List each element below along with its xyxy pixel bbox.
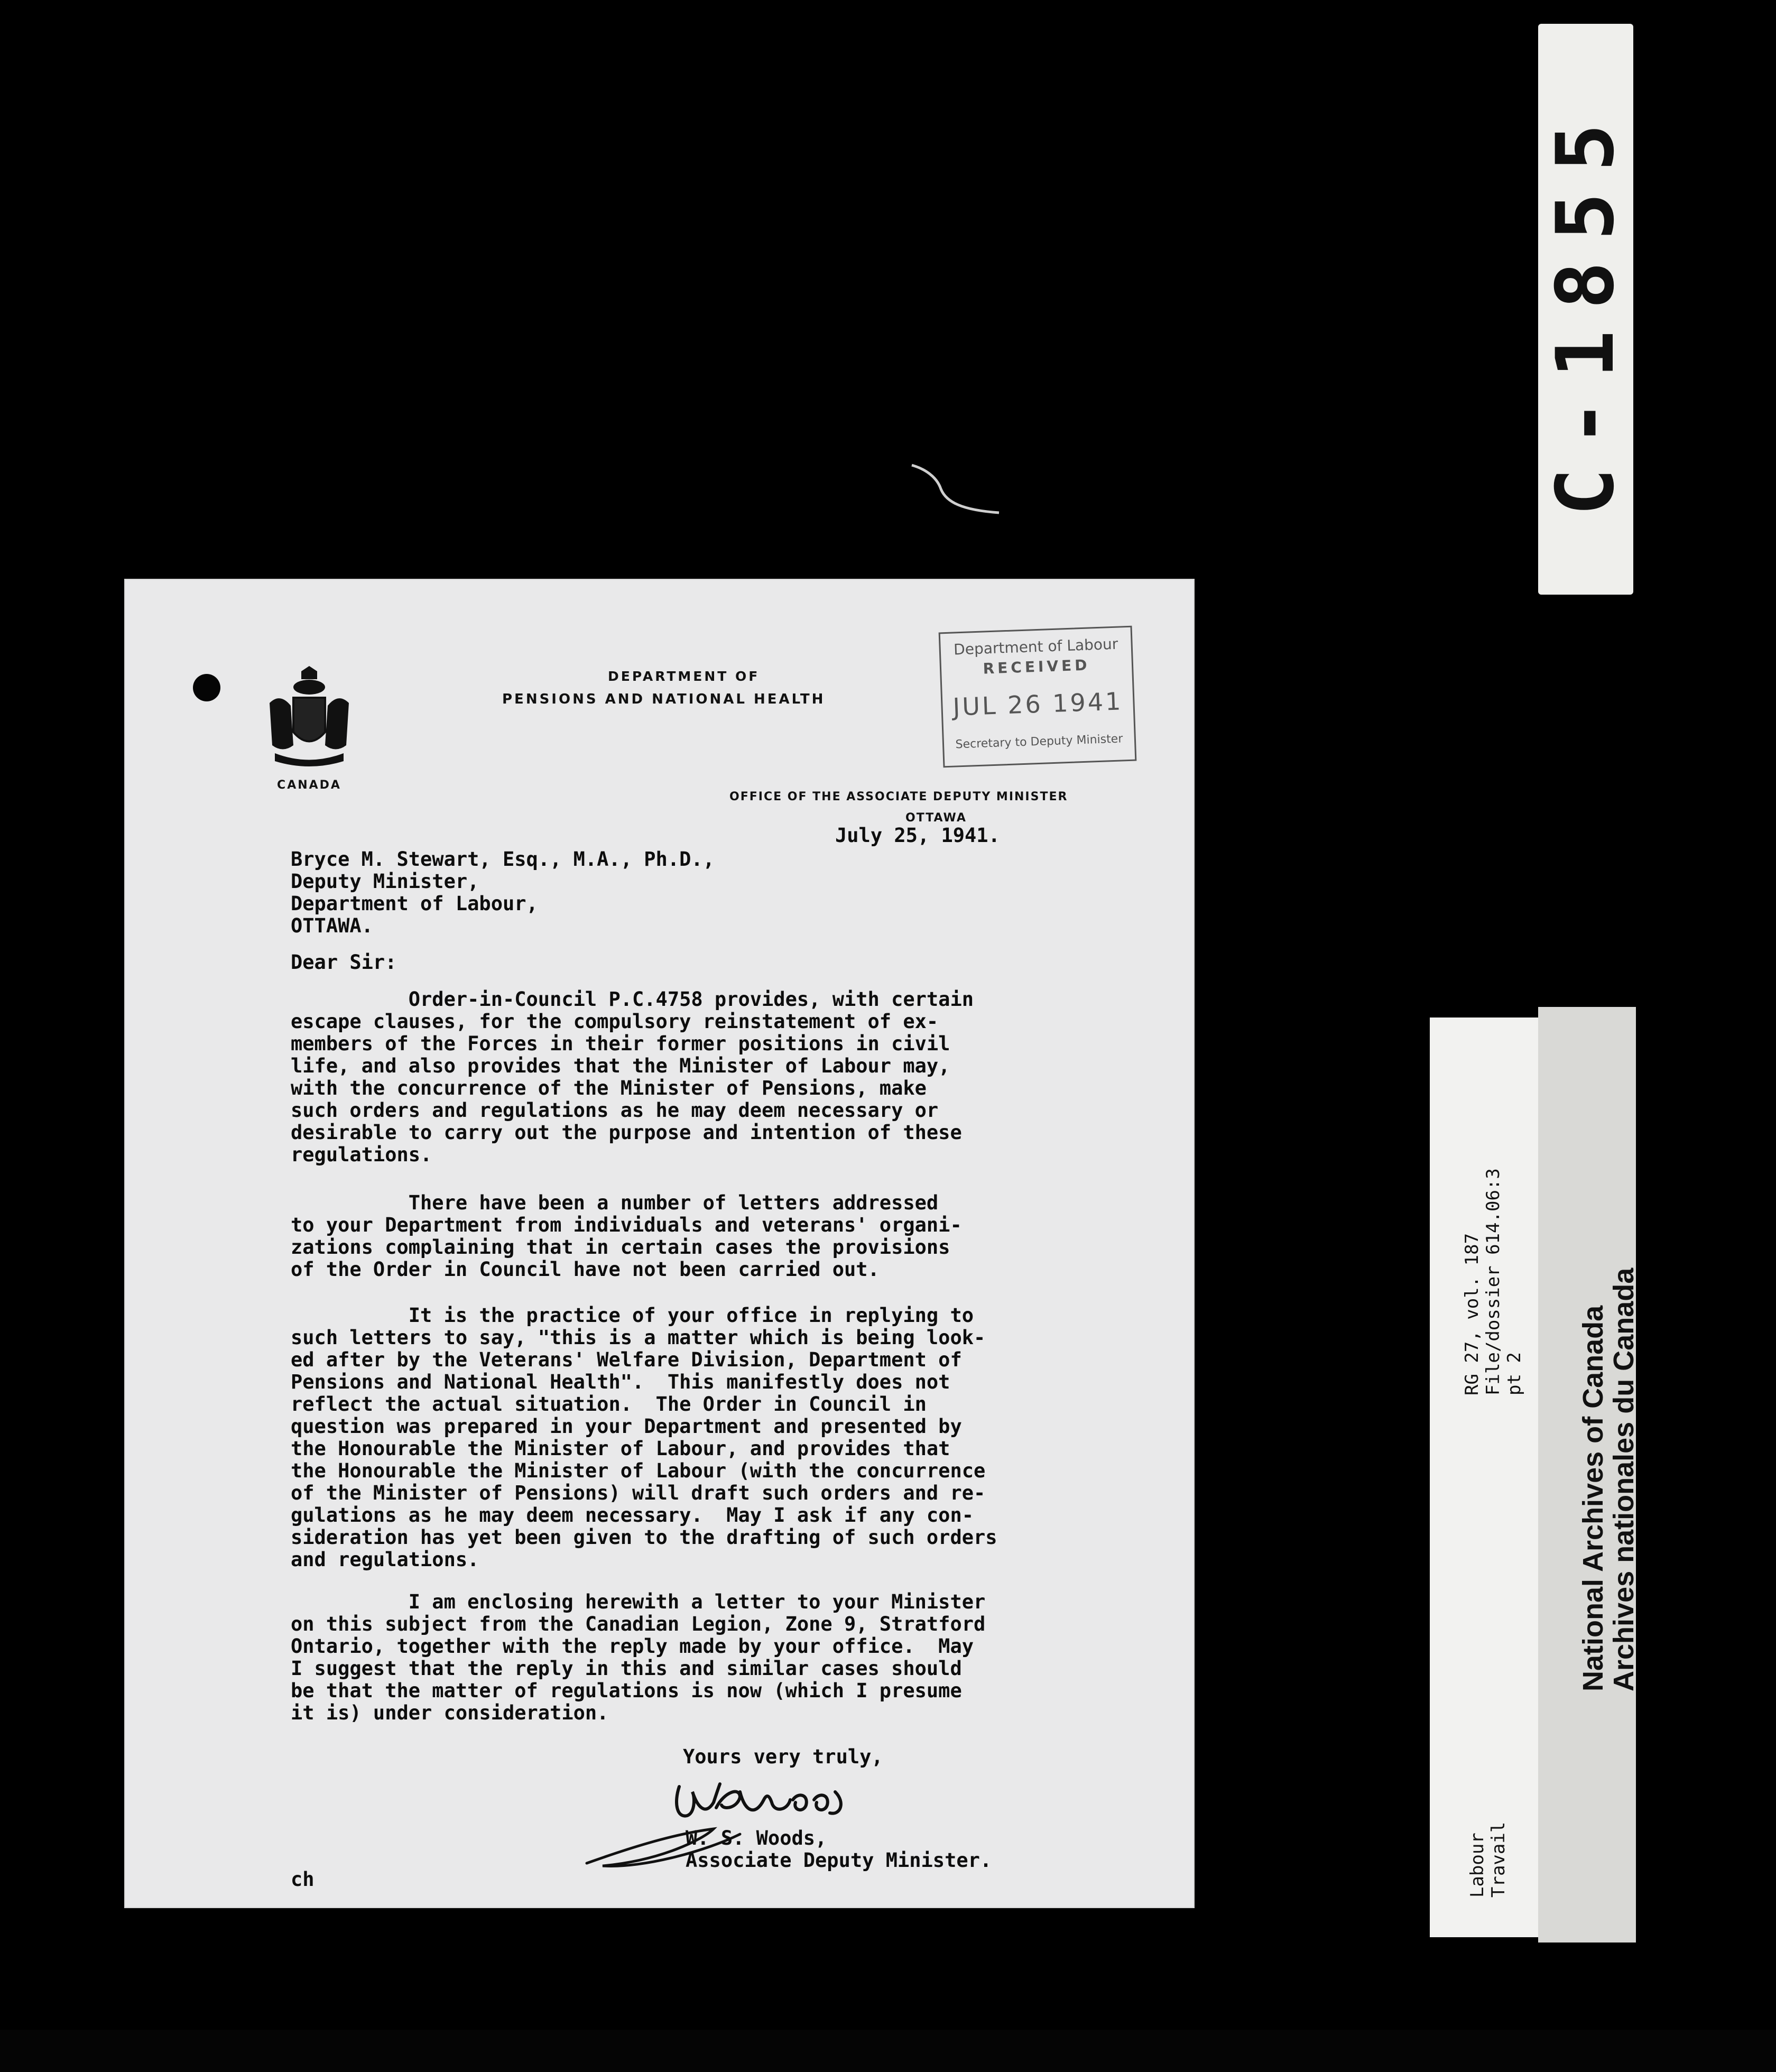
stamp-received: RECEIVED <box>983 656 1090 678</box>
letter-page <box>124 579 1195 1908</box>
closing: Yours very truly, <box>683 1745 883 1768</box>
frame-number-strip <box>1538 24 1633 595</box>
archive-reference-label <box>1430 1018 1546 1937</box>
letterhead-ministry: PENSIONS AND NATIONAL HEALTH <box>502 691 826 707</box>
stamp-department: Department of Labour <box>953 635 1118 659</box>
frame-number: C-1855 <box>1540 103 1632 516</box>
letterhead-office: OFFICE OF THE ASSOCIATE DEPUTY MINISTER <box>729 790 1068 803</box>
paragraph-4: I am enclosing herewith a letter to your Minister on this subject from the Canadian Legion, Zone 9, Stratford Ontario, together with the reply made by your office. May I suggest that the reply in this and similar cases should be that the matter of regulations is now (which I presume it is) under consideration. <box>291 1590 986 1724</box>
archive-institution: National Archives of Canada Archives nationales du Canada <box>1577 1268 1640 1691</box>
archive-department: Labour Travail <box>1467 1821 1509 1898</box>
salutation: Dear Sir: <box>291 951 397 974</box>
paper-clip-wire <box>909 460 1004 518</box>
film-edge <box>0 2030 1776 2072</box>
letter-date: July 25, 1941. <box>835 824 1000 847</box>
recipient-address: Bryce M. Stewart, Esq., M.A., Ph.D., Deputy Minister, Department of Labour, OTTAWA. <box>291 848 715 937</box>
paragraph-2: There have been a number of letters addressed to your Department from individuals and veterans' organi- zations complaining that in certain cases the provisions of the Order in Council have not been carried out. <box>291 1191 962 1281</box>
paragraph-1: Order-in-Council P.C.4758 provides, with certain escape clauses, for the compulsory reinstatement of ex- members of the Forces in their former positions in civil life, and also provides that the Minister of Labour may, with the concurrence of the Minister of Pensions, make such orders and regulations as he may deem necessary or desirable to carry out the purpose and intention of these regulations. <box>291 988 974 1166</box>
archive-reference: RG 27, vol. 187 File/dossier 614.06:3 pt 2 <box>1462 1168 1525 1395</box>
stamp-date: JUL 26 1941 <box>952 687 1124 722</box>
letterhead-department: DEPARTMENT OF <box>608 669 760 684</box>
paragraph-3: It is the practice of your office in replying to such letters to say, "this is a matter which is being look- ed after by the Veterans' Welfare Division, Department of Pensions and National Health". This manifestly does not reflect the actual situation. The Order in Council in question was prepared in your Department and presented by the Honourable the Minister of Labour, and provides that the Honourable the Minister of Labour (with the concurrence of the Minister of Pensions) will draft such orders and re- gulations as he may deem necessary. May I ask if any con- sideration has yet been given to the drafting of such orders and regulations. <box>291 1304 997 1571</box>
received-stamp <box>939 626 1137 768</box>
stamp-secretary: Secretary to Deputy Minister <box>955 732 1123 752</box>
signer-block: W. S. Woods, Associate Deputy Minister. <box>686 1827 992 1872</box>
typist-initials: ch <box>291 1868 314 1891</box>
crest-label: CANADA <box>277 779 341 792</box>
coat-of-arms-icon <box>264 666 354 772</box>
punch-hole <box>193 674 220 701</box>
letterhead-city: OTTAWA <box>905 811 967 825</box>
